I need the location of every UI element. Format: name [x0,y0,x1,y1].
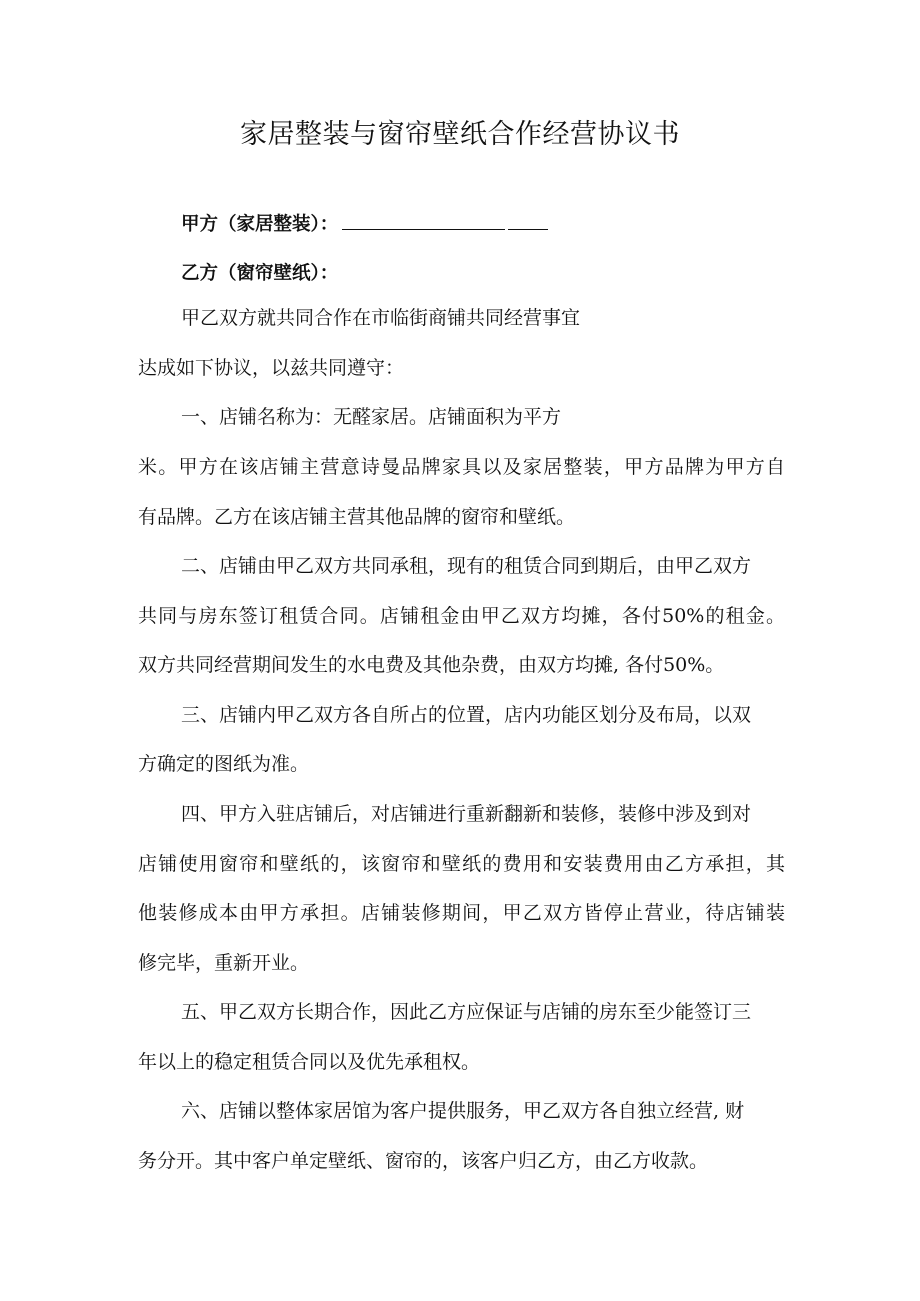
clause-4-line-4: 修完毕，重新开业。 [138,952,310,974]
clause-5-line-1: 五、甲乙双方长期合作，因此乙方应保证与店铺的房东至少能签订三 [181,1001,752,1023]
preamble-line-2: 达成如下协议，以兹共同遵守： [138,357,405,379]
party-a-blank-field [342,215,505,230]
party-a-line [181,210,548,236]
clause-5-line-2: 年以上的稳定租赁合同以及优先承租权。 [138,1051,481,1073]
clause-3-line-2: 方确定的图纸为准。 [138,753,310,775]
clause-1-line-2: 米。甲方在该店铺主营意诗曼品牌家具以及家居整装，甲方品牌为甲方自 [138,456,785,478]
clause-6-line-1: 六、店铺以整体家居馆为客户提供服务，甲乙双方各自独立经营, 财 [181,1100,745,1122]
party-b-label: 乙方（窗帘壁纸）： [181,263,339,284]
clause-6-line-2: 务分开。其中客户单定壁纸、窗帘的，该客户归乙方，由乙方收款。 [138,1150,709,1172]
party-a-blank-field-tail [508,215,548,230]
clause-2-line-1: 二、店铺由甲乙双方共同承租，现有的租赁合同到期后，由甲乙双方 [181,555,752,577]
document-title: 家居整装与窗帘壁纸合作经营协议书 [240,119,680,150]
clause-2-line-3: 双方共同经营期间发生的水电费及其他杂费，由双方均摊, 各付50%。 [138,654,725,676]
clause-1-line-3: 有品牌。乙方在该店铺主营其他品牌的窗帘和壁纸。 [138,506,576,528]
clause-4-line-2: 店铺使用窗帘和壁纸的，该窗帘和壁纸的费用和安装费用由乙方承担，其 [138,853,785,875]
clause-4-line-3: 他装修成本由甲方承担。店铺装修期间，甲乙双方皆停止营业，待店铺装 [138,902,785,924]
clause-2-line-2: 共同与房东签订租赁合同。店铺租金由甲乙双方均摊，各付50%的租金。 [138,605,785,627]
clause-1-line-1: 一、店铺名称为：无醛家居。店铺面积为平方 [181,406,562,428]
party-a-label: 甲方（家居整装）： [181,214,339,235]
party-b-line [181,259,338,285]
clause-4-line-1: 四、甲方入驻店铺后，对店铺进行重新翻新和装修，装修中涉及到对 [181,803,752,825]
preamble-line-1: 甲乙双方就共同合作在市临街商铺共同经营事宜 [181,307,581,329]
clause-3-line-1: 三、店铺内甲乙双方各自所占的位置，店内功能区划分及布局，以双 [181,704,752,726]
